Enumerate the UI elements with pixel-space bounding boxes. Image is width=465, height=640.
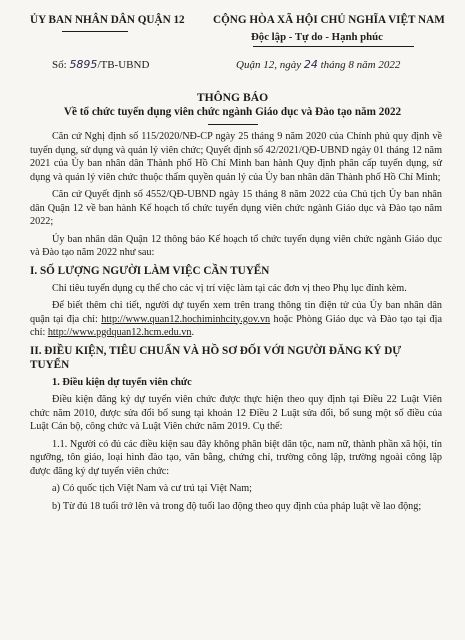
details-text-b: hoặc Phòng Giáo dục và Đào tạo tại địa chỉ: [30, 313, 442, 338]
document-subtitle: Về tổ chức tuyển dụng viên chức ngành Giáo dục và Đào tạo năm 2022 [63, 106, 402, 118]
subsection-heading-1: 1. Điều kiện dự tuyển viên chức [52, 376, 192, 388]
section-heading-2: II. ĐIỀU KIỆN, TIÊU CHUẨN VÀ HỒ SƠ ĐỐI VỚI NGƯỜI ĐĂNG KÝ DỰ TUYỂN [30, 344, 402, 371]
subtitle-underline [208, 124, 258, 125]
paragraph-conditions: Điều kiện đăng ký dự tuyển viên chức được thực hiện theo quy định tại Điều 22 Luật Viên chức năm 2010, được sửa đổi bổ sung tại khoản 12 Điều 2 Luật sửa đổi, bổ sung một số điều của Luật Cán bộ, công chức và Luật Viên chức năm 2019. Cụ thể: [30, 394, 442, 432]
date-suffix: tháng 8 năm 2022 [317, 59, 401, 71]
document-date [236, 58, 400, 71]
details-text-a: Để biết thêm chi tiết, người dự tuyển xem trên trang thông tin điện tử của Ủy ban nhân dân quận tại địa chỉ: [30, 300, 442, 325]
document-title: THÔNG BÁO [196, 91, 269, 104]
paragraph-details [30, 299, 442, 340]
national-motto: Độc lập - Tự do - Hạnh phúc [251, 31, 383, 43]
motto-underline [253, 46, 414, 47]
agency-underline [62, 31, 128, 32]
details-text-c: . [191, 327, 195, 338]
paragraph-item-a: a) Có quốc tịch Việt Nam và cư trú tại Việt Nam; [52, 483, 252, 494]
doc-no-prefix: Số: [52, 59, 70, 71]
paragraph-legal-basis-2: Căn cứ Quyết định số 4552/QĐ-UBND ngày 15 tháng 8 năm 2022 của Chủ tịch Ủy ban nhân dân Quận 12 về ban hành Kế hoạch tổ chức tuyển dụng viên chức ngành Giáo dục và Đào tạo năm 2022; [30, 189, 442, 227]
paragraph-eligibility: 1.1. Người có đủ các điều kiện sau đây không phân biệt dân tộc, nam nữ, thành phần xã hội, tín ngưỡng, tôn giáo, loại hình đào tạo, văn bằng, chứng chỉ, trường công lập, trường ngoài công lập được đăng ký dự tuyển viên chức: [30, 438, 442, 477]
paragraph-announcement: Ủy ban nhân dân Quận 12 thông báo Kế hoạch tổ chức tuyển dụng viên chức ngành Giáo dục và Đào tạo năm 2022 như sau: [30, 233, 442, 258]
date-day-handwritten: 24 [303, 58, 318, 71]
doc-no-handwritten: 5895 [69, 58, 98, 71]
date-prefix: Quận 12, ngày [236, 59, 304, 71]
document-body [30, 130, 442, 517]
section-heading-1: I. SỐ LƯỢNG NGƯỜI LÀM VIỆC CẦN TUYỂN [30, 264, 270, 277]
country-name: CỘNG HÒA XÃ HỘI CHỦ NGHĨA VIỆT NAM [213, 14, 445, 26]
document-number [52, 58, 149, 71]
district-website-link[interactable]: http://www.quan12.hochiminhcity.gov.vn [101, 313, 271, 325]
paragraph-item-b: b) Từ đủ 18 tuổi trở lên và trong độ tuổi lao động theo quy định của pháp luật về lao động; [52, 500, 422, 512]
education-office-link[interactable]: http://www.pgdquan12.hcm.edu.vn [47, 327, 192, 338]
paragraph-quota: Chỉ tiêu tuyển dụng cụ thể cho các vị trí việc làm tại các đơn vị theo Phụ lục đính kèm. [52, 282, 407, 294]
doc-no-suffix: /TB-UBND [97, 59, 150, 71]
agency-name: ỦY BAN NHÂN DÂN QUẬN 12 [30, 14, 185, 26]
paragraph-legal-basis-1: Căn cứ Nghị định số 115/2020/NĐ-CP ngày 25 tháng 9 năm 2020 của Chính phủ quy định về tuyển dụng, sử dụng và quản lý viên chức; Quyết định số 42/2021/QĐ-UBND ngày 01 tháng 12 năm 2021 của Ủy ban nhân dân Thành phố Hồ Chí Minh ban hành Quy định phân cấp tuyển dụng, sử dụng và quản lý viên chức thuộc thẩm quyền quản lý của Ủy ban nhân dân Thành phố Hồ Chí Minh; [30, 131, 442, 183]
